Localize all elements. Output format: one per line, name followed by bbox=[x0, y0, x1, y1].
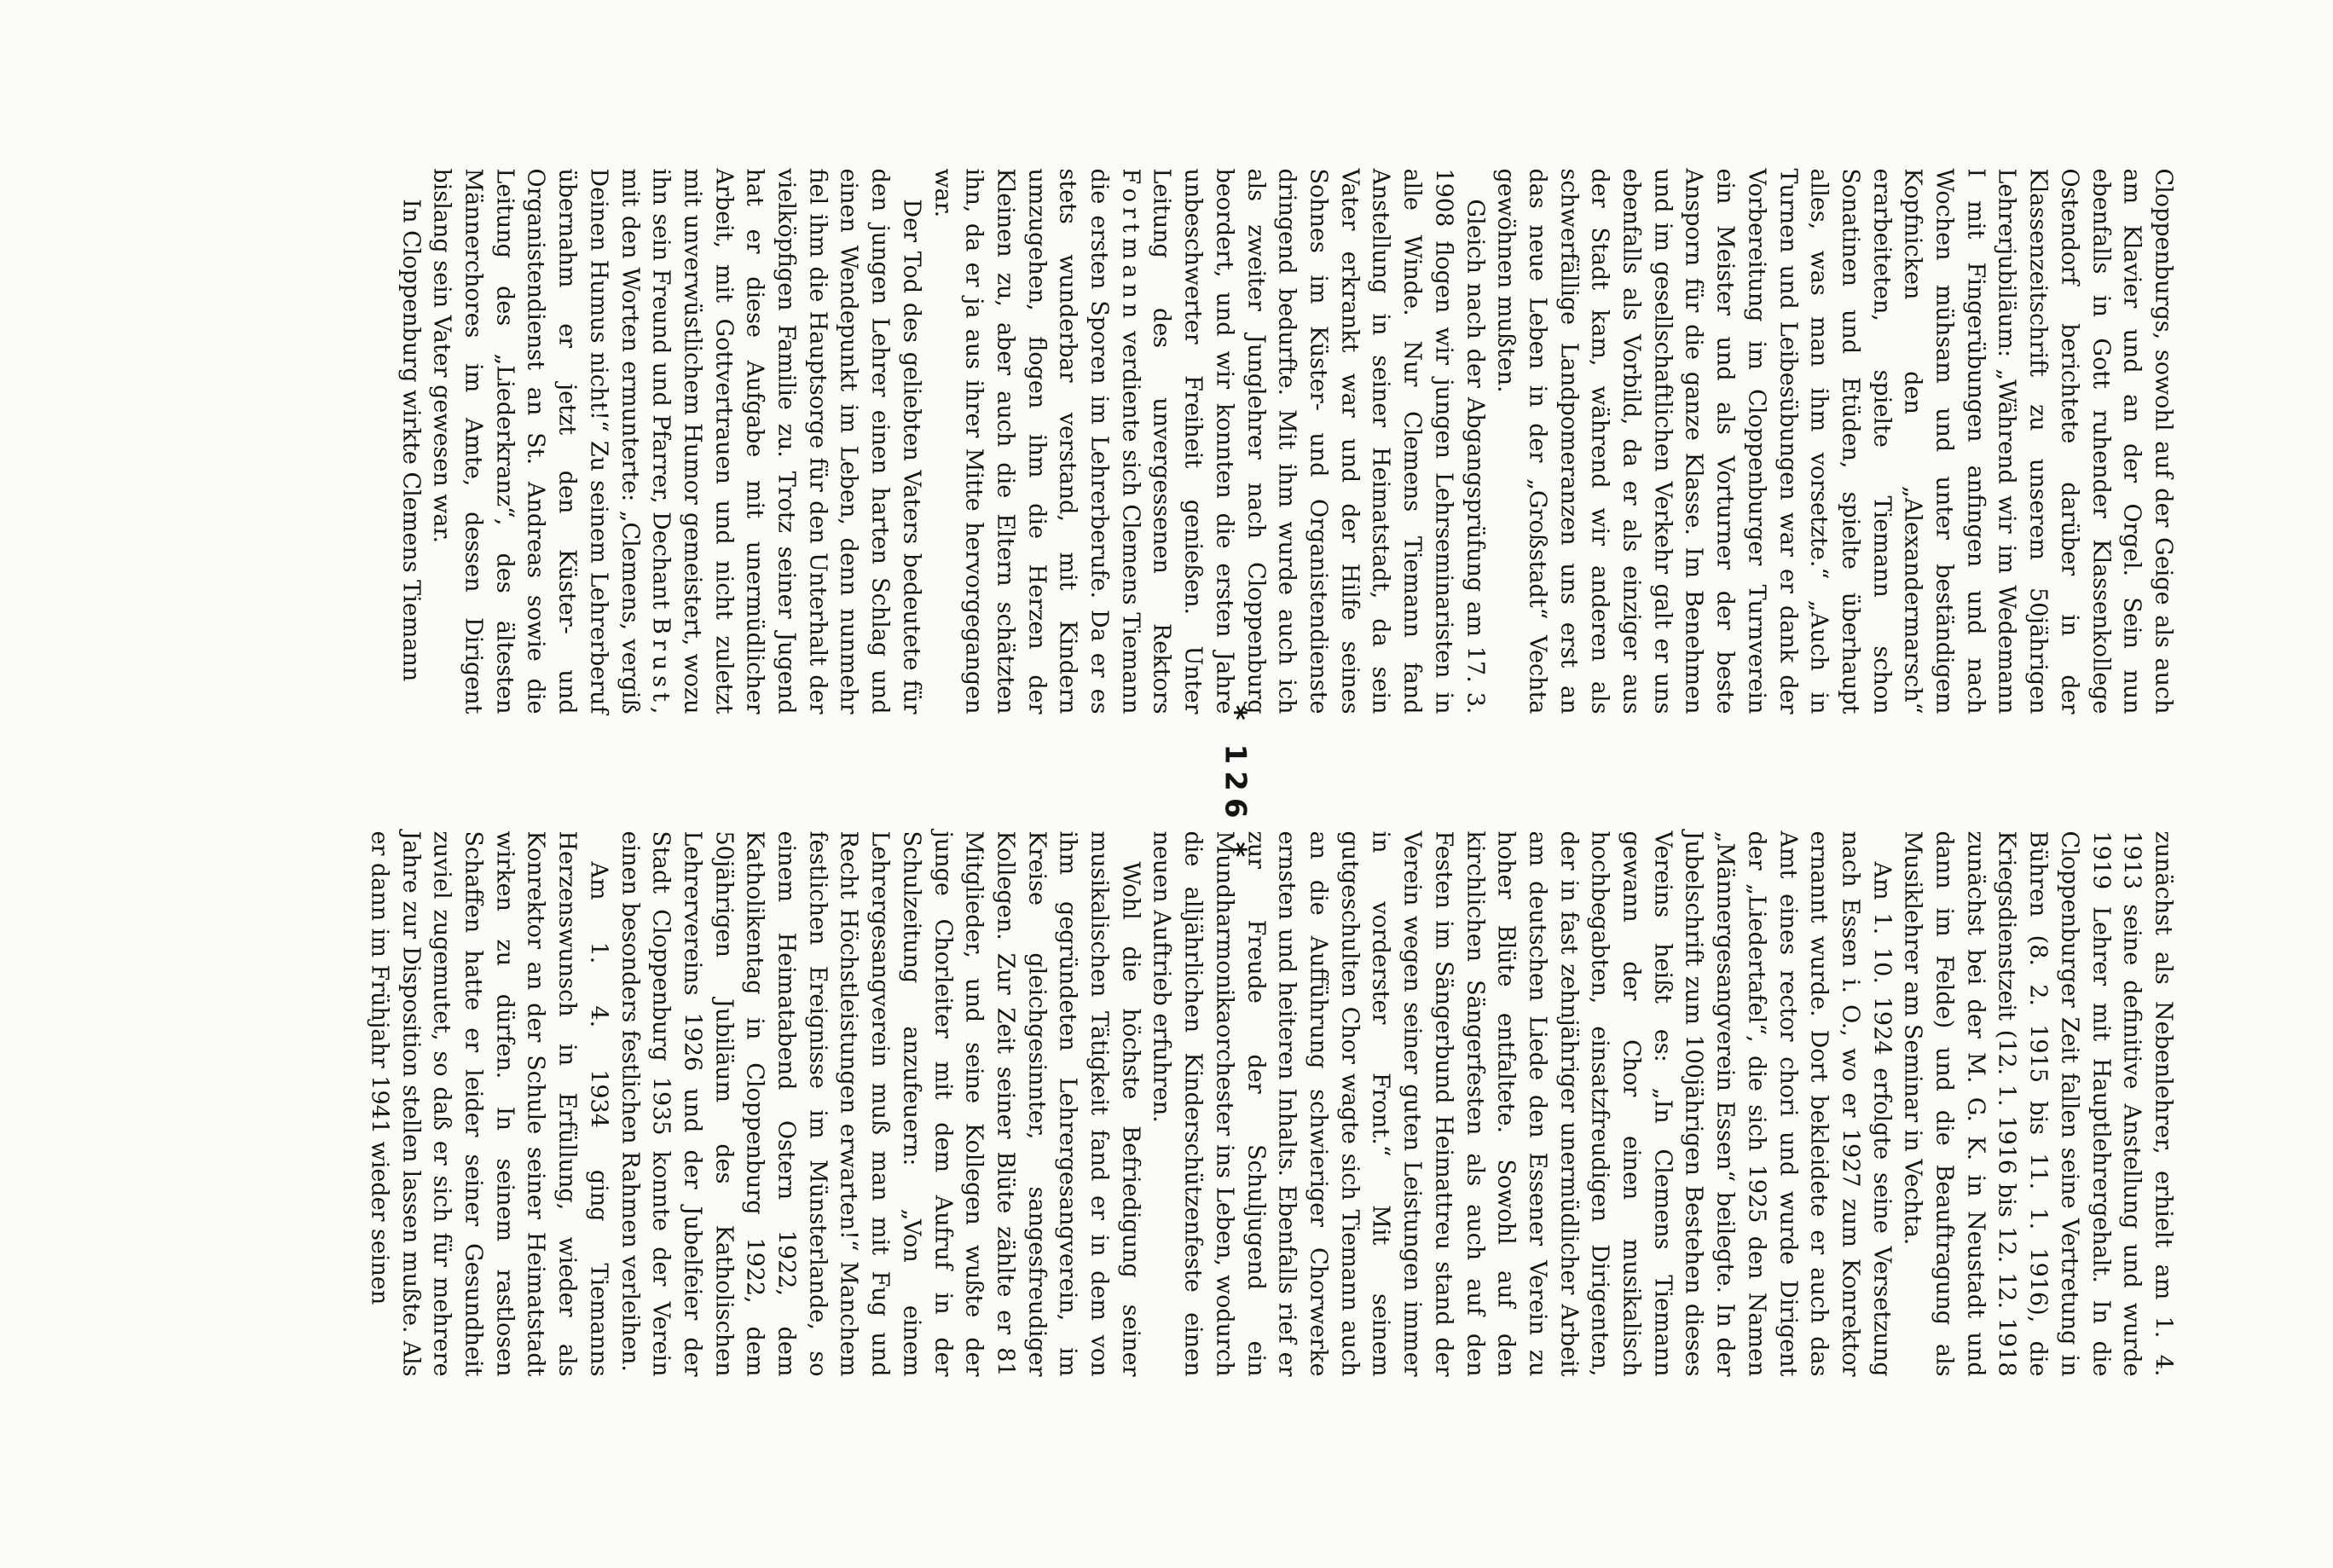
paragraph-right-4: Am 1. 4. 1934 ging Tiemanns Herzenswunsch in Erfüllung, wieder als Konrektor an der Schule seiner Heimatstadt wirken zu dürfen. In seinem rastlosen Schaffen hatte er leider seiner Gesundheit zuviel zugemutet, so daß er sich für mehrere Jahre zur Disposition stellen lassen mußte. Als er dann im Frühjahr 1941 wieder seinen bbox=[365, 830, 611, 1376]
paragraph-left-1: Cloppenburgs, sowohl auf der Geige als auch am Klavier und an der Orgel. Sein nun ebenfalls in Gott ruhender Klassenkollege Ostendorf berichtete darüber in der Klassenzeitschrift zu unserem 50jährigen Lehrerjubiläum: „Während wir im Wedemann I mit Fingerübungen anfingen und nach Wochen mühsam und unter beständigem Kopfnicken den „Alexandermarsch“ erarbeiteten, spielte Tiemann schon Sonatinen und Etüden, spielte überhaupt alles, was man ihm vorsetzte.“ „Auch in Turnen und Leibesübungen war er dank der Vorbereitung im Cloppenburger Turnverein ein Meister und als Vorturner der beste Ansporn für die ganze Klasse. Im Benehmen und im gesellschaftlichen Verkehr galt er uns ebenfalls als Vorbild, da er als einziger aus der Stadt kam, während wir anderen als schwerfällige Landpomeranzen uns erst an das neue Leben in der „Großstadt“ Vechta gewöhnen mußten. bbox=[1492, 168, 2176, 714]
text-column-right bbox=[365, 830, 2178, 1376]
paragraph-left-4: In Cloppenburg wirkte Clemens Tiemann bbox=[397, 199, 424, 681]
text-column-left bbox=[397, 168, 2178, 714]
paragraph-right-2: Am 1. 10. 1924 erfolgte seine Versetzung nach Essen i. O., wo er 1927 zum Konrektor ernannt wurde. Dort bekleidete er auch das Amt eines rector chori und wurde Dirigent der „Liedertafel“, die sich 1925 den Namen „Männergesangverein Essen“ beilegte. In der Jubelschrift zum 100jährigen Bestehen dieses Vereins heißt es: „In Clemens Tiemann gewann der Chor einen musikalisch hochbegabten, einsatzfreudigen Dirigenten, der in fast zehnjähriger unermüdlicher Arbeit am deutschen Liede den Essener Verein zu hoher Blüte entfaltete. Sowohl auf den kirchlichen Sängerfesten als auch auf den Festen im Sängerbund Heimattreu stand der Verein wegen seiner guten Leistungen immer in vorderster Front.“ Mit seinem gutgeschulten Chor wagte sich Tiemann auch an die Aufführung schwieriger Chorwerke ernsten und heiteren Inhalts. Ebenfalls rief er zur Freude der Schuljugend ein Mundharmonikaorchester ins Leben, wodurch die alljährlichen Kinderschützenfeste einen neuen Auftrieb erfuhren. bbox=[1148, 830, 1895, 1376]
paragraph-left-3: Der Tod des geliebten Vaters bedeutete für den jungen Lehrer einen harten Schlag und einen Wendepunkt im Leben, denn nunmehr fiel ihm die Hauptsorge für den Unterhalt der vielköpfigen Familie zu. Trotz seiner Jugend hat er diese Aufgabe mit unermüdlicher Arbeit, mit Gottvertrauen und nicht zuletzt mit unverwüstlichem Humor gemeistert, wozu ihn sein Freund und Pfarrer, Dechant Brust, mit den Worten ermunterte: „Clemens, vergiß Deinen Humus nicht!“ Zu seinem Lehrerberuf übernahm er jetzt den Küster- und Organistendienst an St. Andreas sowie die Leitung des „Liederkranz“, des ältesten Männerchores im Amte, dessen Dirigent bislang sein Vater gewesen war. bbox=[428, 168, 924, 714]
spaced-name: Brust bbox=[647, 616, 674, 707]
paragraph-left-2: Gleich nach der Abgangsprüfung am 17. 3. 1908 flogen wir jungen Lehrseminaristen in alle Winde. Nur Clemens Tiemann fand Anstellung in seiner Heimatstadt, da sein Vater erkrankt war und der Hilfe seines Sohnes im Küster- und Organistendienste dringend bedurfte. Mit ihm wurde auch ich als zweiter Junglehrer nach Cloppenburg beordert, und wir konnten die ersten Jahre unbeschwerter Freiheit genießen. Unter Leitung des unvergessenen Rektors Fortmann verdiente sich Clemens Tiemann die ersten Sporen im Lehrerberufe. Da er es stets wunderbar verstand, mit Kindern umzugehen, flogen ihm die Herzen der Kleinen zu, aber auch die Eltern schätzten ihn, da er ja aus ihrer Mitte hervorgegangen war. bbox=[929, 168, 1488, 714]
spaced-name: Fortmann bbox=[1116, 168, 1143, 323]
paragraph-right-1: zunächst als Nebenlehrer, erhielt am 1. 4. 1913 seine definitive Anstellung und wurde 1919 Lehrer mit Hauptlehrergehalt. In die Cloppenburger Zeit fallen seine Vertretung in Bühren (8. 2. 1915 bis 11. 1. 1916), die Kriegsdienstzeit (12. 1. 1916 bis 12. 12. 1918 zunächst bei der M. G. K. in Neustadt und dann im Felde) und die Beauftragung als Musiklehrer am Seminar in Vechta. bbox=[1899, 830, 2176, 1376]
paragraph-right-3: Wohl die höchste Befriedigung seiner musikalischen Tätigkeit fand er in dem von ihm gegründeten Lehrergesangverein, im Kreise gleichgesinnter, sangesfreudiger Kollegen. Zur Zeit seiner Blüte zählte er 81 Mitglieder, und seine Kollegen wußte der junge Chorleiter mit dem Aufruf in der Schulzeitung anzufeuern: „Von einem Lehrergesangverein muß man mit Fug und Recht Höchstleistungen erwarten!“ Manchem festlichen Ereignisse im Münsterlande, so einem Heimatabend Ostern 1922, dem Katholikentag in Cloppenburg 1922, dem 50jährigen Jubiläum des Katholischen Lehrervereins 1926 und der Jubelfeier der Stadt Cloppenburg 1935 konnte der Verein einen besonders festlichen Rahmen verleihen. bbox=[616, 830, 1143, 1376]
page-number: * 126 * bbox=[1218, 704, 1252, 864]
